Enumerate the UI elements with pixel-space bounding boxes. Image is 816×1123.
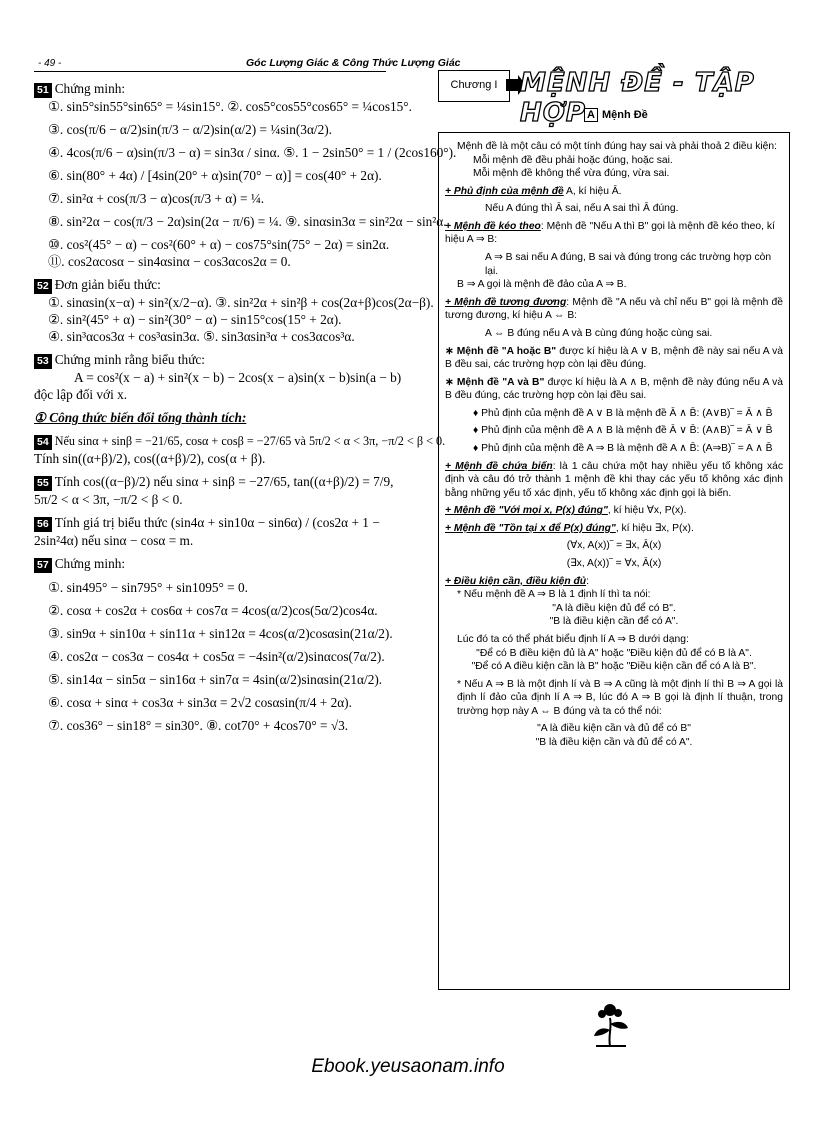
theory-text: ♦ Phủ định của mệnh đề A ∨ B là mệnh đề Ā ∧ B̄: (A∨B)‾ = Ā ∧ B̄ <box>473 407 773 419</box>
theory-line <box>445 522 783 536</box>
theory-line <box>445 722 783 736</box>
theory-line <box>445 539 783 553</box>
problem-number-badge: 52 <box>34 279 52 294</box>
theory-text: Mệnh đề là một câu có một tính đúng hay sai và phải thoả 2 điều kiện: <box>457 141 777 152</box>
theory-text: (∀x, A(x))‾ = ∃x, Ā(x) <box>566 540 662 552</box>
list-item: ④. cos2α − cos3α − cos4α + cos5α = −4sin²(α/2)sinαcos(7α/2). <box>48 649 385 665</box>
theory-text: được kí hiệu là A ∨ B, mệnh đề này sai nếu A và B đều sai, các trường hợp còn lại đều đúng. <box>445 345 783 371</box>
theory-text: "Để có B điều kiện đủ là A" hoặc "Điều kiện đủ để có B là A". <box>476 647 752 659</box>
problem-number-badge: 54 <box>34 435 52 450</box>
theory-text: "B là điều kiện cần và đủ để có A". <box>535 736 693 748</box>
theory-text: A ⇒ B sai nếu A đúng, B sai và đúng trong các trường hợp còn lại. <box>485 252 772 277</box>
theory-line <box>445 278 783 292</box>
problem-53-heading <box>34 351 394 369</box>
list-item: ③. sin9α + sin10α + sin11α + sin12α = 4cos(α/2)cosαsin(21α/2). <box>48 626 393 642</box>
theory-line <box>445 424 783 438</box>
term-label: + Mệnh đề "Với mọi x, P(x) đúng" <box>445 505 608 517</box>
list-item: ⑪. cos2αcosα − sin4αsinα − cos3αcos2α = 0. <box>48 254 291 270</box>
term-label: + Mệnh đề tương đương <box>445 296 567 308</box>
theory-text: "Để có A điều kiện cần là B" hoặc "Điều kiện cần để có A là B". <box>471 661 757 673</box>
problem-label: Chứng minh rằng biểu thức: <box>54 352 206 368</box>
problem-53-tail: độc lập đối với x. <box>34 387 128 403</box>
theory-text: (∃x, A(x))‾ = ∀x, Ā(x) <box>566 558 662 570</box>
theory-line <box>445 678 783 719</box>
theory-text: ♦ Phủ định của mệnh đề A ∧ B là mệnh đề Ā ∨ B̄: (A∧B)‾ = Ā ∨ B̄ <box>473 425 773 437</box>
list-item: ①. sin495° − sin795° + sin1095° = 0. <box>48 580 248 596</box>
theory-line <box>445 251 783 278</box>
list-item: ⑧. sin²2α − cos(π/3 − 2α)sin(2α − π/6) = ¼. ⑨. sinαsin3α = sin²2α − sin²α. <box>48 214 447 230</box>
list-item: ③. cos(π/6 − α/2)sin(π/3 − α/2)sin(α/2) = ¼sin(3α/2). <box>48 122 333 138</box>
theory-line <box>445 647 783 661</box>
problem-56 <box>34 514 394 549</box>
theory-text: , kí hiệu ∀x, P(x). <box>607 505 687 517</box>
theory-text: B ⇒ A gọi là mệnh đề đảo của A ⇒ B. <box>457 279 627 291</box>
theory-text: : Mệnh đề "Nếu A thì B" gọi là mệnh đề kéo theo, kí hiệu A ⇒ B: <box>445 220 775 246</box>
problem-text: Tính giá trị biểu thức (sin4α + sin10α − sin6α) / (cos2α + 1 − 2sin²4α) nếu sinα − cosα = m. <box>34 515 380 549</box>
theory-box <box>438 132 790 990</box>
theory-text: A ⇔ B đúng nếu A và B cùng đúng hoặc cùng sai. <box>485 327 713 339</box>
list-item: ⑦. sin²α + cos(π/3 − α)cos(π/3 + α) = ¼. <box>48 191 265 207</box>
problem-54-tail: Tính sin((α+β)/2), cos((α+β)/2), cos(α + β). <box>34 451 266 467</box>
theory-line <box>445 327 783 341</box>
list-item: ②. cosα + cos2α + cos6α + cos7α = 4cos(α/2)cos(5α/2)cos4α. <box>48 603 378 619</box>
theory-text: : Mệnh đề "A nếu và chỉ nếu B" gọi là mệnh đề tương đương, kí hiệu A ⇔ B: <box>445 296 783 322</box>
problem-label: Đơn giản biểu thức: <box>54 277 161 293</box>
theory-text: Mỗi mệnh đề đều phải hoặc đúng, hoặc sai. <box>473 154 673 166</box>
theory-text: ♦ Phủ định của mệnh đề A ⇒ B là mệnh đề A ∧ B̄: (A⇒B)‾ = A ∧ B̄ <box>473 442 773 454</box>
list-item: ⑥. sin(80° + 4α) / [4sin(20° + α)sin(70° − α)] = cos(40° + 2α). <box>48 168 382 184</box>
theory-text: A, kí hiệu Ā. <box>563 185 622 197</box>
theory-line <box>445 633 783 647</box>
problem-51-items <box>34 98 457 270</box>
left-column <box>34 80 457 734</box>
theory-text: "A là điều kiện cần và đủ để có B" <box>537 723 691 735</box>
term-label: + Mệnh đề kéo theo <box>445 220 541 232</box>
theory-line <box>445 615 783 629</box>
section-heading: ① Công thức biến đổi tổng thành tích: <box>34 410 247 426</box>
theory-text: , kí hiệu ∃x, P(x). <box>615 522 694 534</box>
theory-text: Nếu A đúng thì Ā sai, nếu A sai thì Ā đúng. <box>485 203 679 215</box>
problem-52-items <box>34 294 434 345</box>
term-bold: ∗ Mệnh đề "A và B" <box>445 376 545 388</box>
theory-text: Lúc đó ta có thể phát biểu định lí A ⇒ B dưới dạng: <box>457 633 689 645</box>
list-item: ②. sin²(45° + α) − sin²(30° − α) − sin15°cos(15° + 2α). <box>48 312 342 328</box>
theory-line <box>445 575 783 589</box>
term-label: + Điều kiện cần, điều kiện đủ <box>445 575 587 587</box>
theory-line <box>445 660 783 674</box>
theory-line <box>445 220 783 247</box>
problem-57-items <box>34 579 394 734</box>
theory-line <box>445 588 783 602</box>
theory-text: được kí hiệu là A ∧ B, mệnh đề này đúng nếu A và B đều đúng, các trường hợp còn lại đều sai. <box>445 376 783 402</box>
problem-text: Nếu sinα + sinβ = −21/65, cosα + cosβ = −27/65 và 5π/2 < α < 3π, −π/2 < β < 0. <box>54 434 446 449</box>
page-number: - 49 - <box>38 58 62 69</box>
theory-line <box>445 602 783 616</box>
theory-line <box>445 202 783 216</box>
chapter-title: MỆNH ĐỀ - TẬP HỢP <box>520 68 755 128</box>
problem-number-badge: 51 <box>34 83 52 98</box>
list-item: ④. 4cos(π/6 − α)sin(π/3 − α) = sin3α / sinα. ⑤. 1 − 2sin50° = 1 / (2cos160°). <box>48 145 457 161</box>
section-subtitle <box>584 108 648 122</box>
term-label: + Mệnh đề chứa biến <box>445 460 553 472</box>
theory-line <box>445 167 783 181</box>
chapter-label: Chương I <box>450 79 498 91</box>
problem-number-badge: 55 <box>34 476 52 491</box>
problem-55 <box>34 473 394 508</box>
term-label: + Phủ định của mệnh đề <box>445 185 564 197</box>
theory-line <box>445 376 783 403</box>
running-header-title: Góc Lượng Giác & Công Thức Lượng Giác <box>246 57 461 69</box>
chapter-label-box <box>438 70 510 102</box>
theory-line <box>445 557 783 571</box>
term-label: + Mệnh đề "Tồn tại x để P(x) đúng" <box>445 522 616 534</box>
list-item: ⑩. cos²(45° − α) − cos²(60° + α) − cos75°sin(75° − 2α) = sin2α. <box>48 237 390 253</box>
list-item: ④. sin³αcos3α + cos³αsin3α. ⑤. sin3αsin³α + cos3αcos³α. <box>48 329 355 345</box>
theory-line <box>445 296 783 323</box>
problem-label: Chứng minh: <box>54 81 126 96</box>
problem-57-heading <box>34 555 394 573</box>
theory-text: "A là điều kiện đủ để có B". <box>552 602 676 614</box>
term-bold: ∗ Mệnh đề "A hoặc B" <box>445 345 557 357</box>
theory-text: "B là điều kiện cần để có A". <box>549 616 679 628</box>
theory-line <box>445 407 783 421</box>
footer-website: Ebook.yeusaonam.info <box>311 1056 505 1077</box>
theory-line <box>445 442 783 456</box>
problem-54 <box>34 432 446 450</box>
theory-text: * Nếu mệnh đề A ⇒ B là 1 định lí thì ta nói: <box>457 589 651 601</box>
theory-line <box>445 185 783 199</box>
theory-text: : là 1 câu chứa một hay nhiều yếu tố không xác định và câu đó trở thành 1 mệnh đề khi thay các yếu tố không xác định bằng những yếu tố xác định, yếu tố không xác định gọi là biến. <box>445 460 783 499</box>
problem-52-heading <box>34 276 394 294</box>
theory-line <box>445 140 783 154</box>
list-item: ⑥. cosα + sinα + cos3α + sin3α = 2√2 cosαsin(π/4 + 2α). <box>48 695 352 711</box>
theory-line <box>445 460 783 501</box>
theory-text: * Nếu A ⇒ B là một định lí và B ⇒ A cũng là một định lí thì B ⇒ A gọi là định lí đảo của định lí A ⇒ B, lúc đó A ⇒ B gọi là định lí thuận, trong trường hợp này A ⇔ B đúng và ta có thể nói: <box>457 678 783 717</box>
decorative-flower-icon <box>588 1000 634 1048</box>
theory-line <box>445 504 783 518</box>
list-item: ⑦. cos36° − sin18° = sin30°. ⑧. cot70° + 4cos70° = √3. <box>48 718 349 734</box>
problem-53-expression: A = cos²(x − a) + sin²(x − b) − 2cos(x − a)sin(x − b)sin(a − b) <box>74 370 402 386</box>
theory-line <box>445 154 783 168</box>
theory-text: : <box>586 575 589 587</box>
list-item: ⑤. sin14α − sin5α − sin16α + sin7α = 4sin(α/2)sinαsin(21α/2). <box>48 672 383 688</box>
list-item: ①. sinαsin(x−α) + sin²(x/2−α). ③. sin²2α + sin²β + cos(2α+β)cos(2α−β). <box>48 295 434 311</box>
problem-number-badge: 57 <box>34 558 52 573</box>
section-subtitle-text: Mệnh Đề <box>601 109 648 121</box>
problem-number-badge: 56 <box>34 517 52 532</box>
theory-text: Mỗi mệnh đề không thể vừa đúng, vừa sai. <box>473 168 670 180</box>
header-rule <box>34 71 386 72</box>
problem-text: Tính cos((α−β)/2) nếu sinα + sinβ = −27/65, tan((α+β)/2) = 7/9, 5π/2 < α < 3π, −π/2 < β < 0. <box>34 474 394 508</box>
theory-line <box>445 345 783 372</box>
problem-number-badge: 53 <box>34 354 52 369</box>
theory-line <box>445 736 783 750</box>
problem-label: Chứng minh: <box>54 556 126 572</box>
section-letter: A <box>584 108 598 122</box>
list-item: ①. sin5°sin55°sin65° = ¼sin15°. ②. cos5°cos55°cos65° = ¼cos15°. <box>48 99 412 114</box>
problem-51-heading <box>34 80 394 98</box>
